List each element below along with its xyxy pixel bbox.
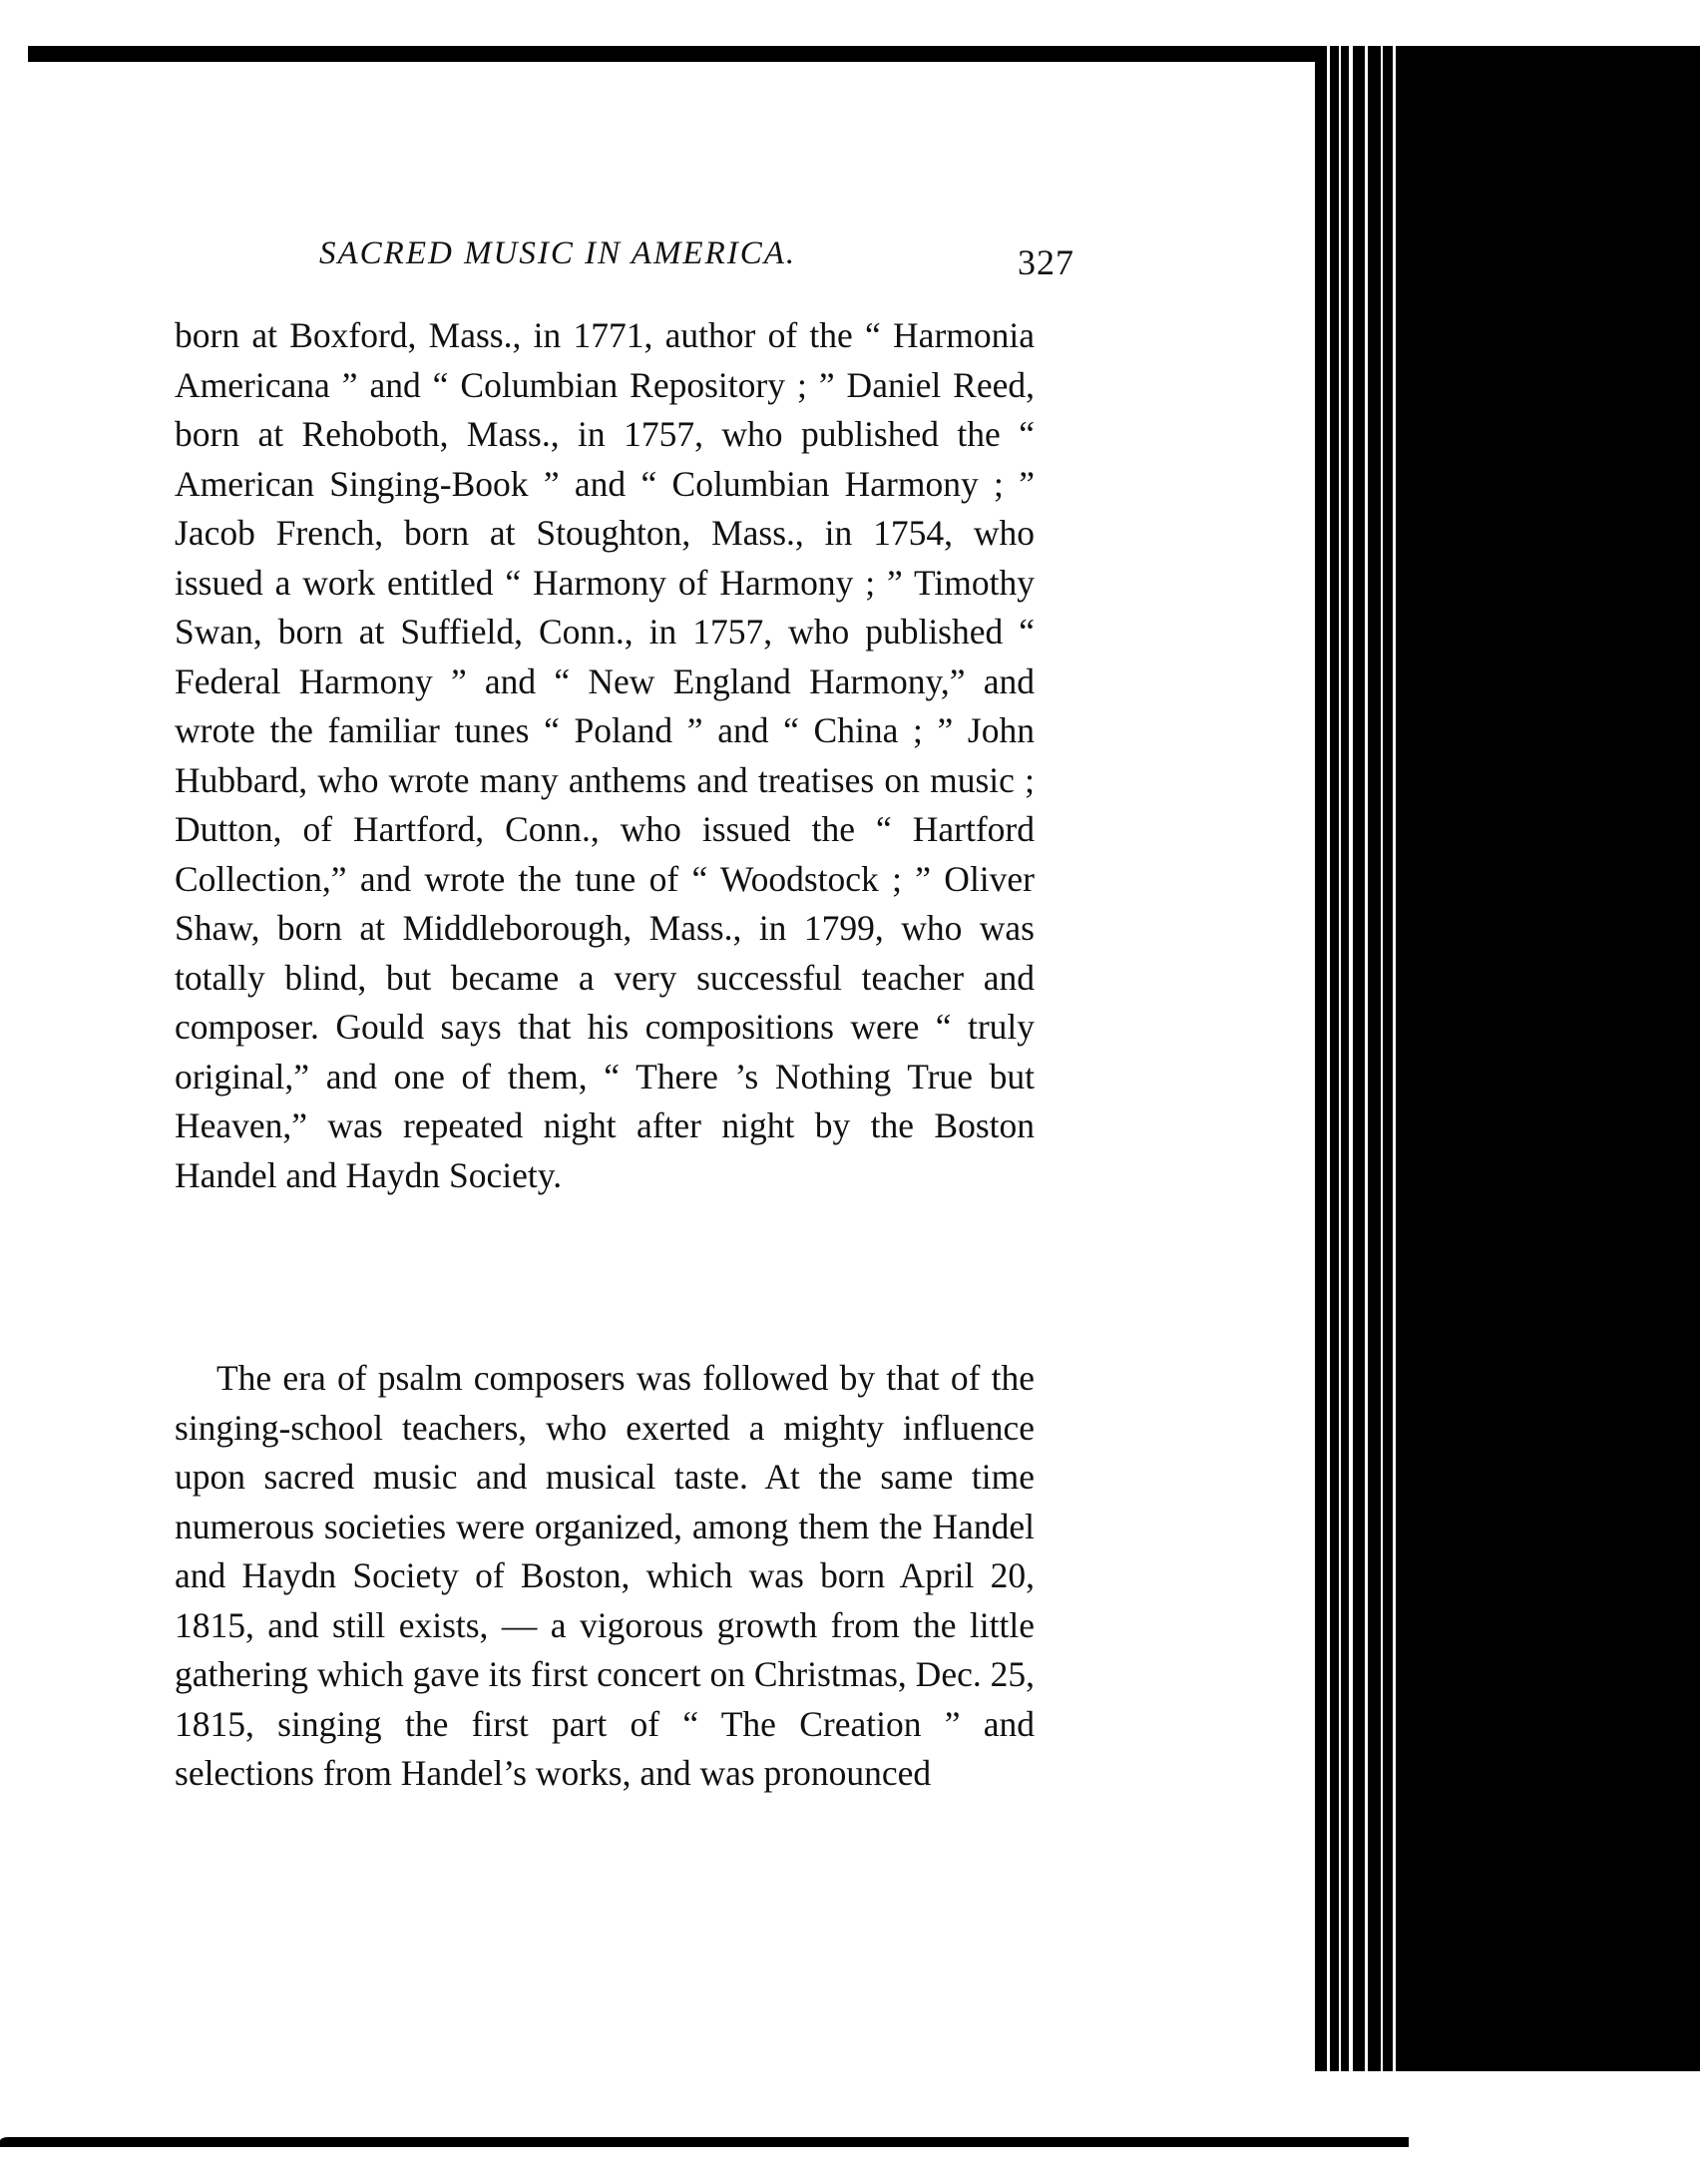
page-header [319, 235, 1077, 285]
body-paragraph [175, 311, 1035, 1200]
running-title: SACRED MUSIC IN AMERICA. [319, 235, 797, 271]
scan-border-top [28, 46, 1405, 62]
binding-highlight [1381, 46, 1383, 2071]
scan-border-bottom [0, 2137, 1409, 2147]
binding-highlight [1349, 46, 1353, 2071]
body-paragraph [175, 1354, 1035, 1799]
paragraph-text: The era of psalm composers was followed by that of the singing-school teachers, who exerted a mighty influence upon sacred music and musical taste. At the same time numerous societies were organized, among them the Handel and Haydn Society of Boston, which was born April 20, 1815, and still exists, — a vigorous growth from the little gathering which gave its first concert on Christmas, Dec. 25, 1815, singing the first part of “ The Creation ” and selections from Handel’s works, and was pronounced [175, 1358, 1035, 1793]
paragraph-text: born at Boxford, Mass., in 1771, author of the “ Harmonia Americana ” and “ Columbian Repository ; ” Daniel Reed, born at Rehoboth, Mass., in 1757, who published the “ American Singing-Book ” and “ Columbian Harmony ; ” Jacob French, born at Stoughton, Mass., in 1754, who issued a work entitled “ Harmony of Harmony ; ” Timothy Swan, born at Suffield, Conn., in 1757, who published “ Federal Harmony ” and “ New England Harmony,” and wrote the familiar tunes “ Poland ” and “ China ; ” John Hubbard, who wrote many anthems and treatises on music ; Dutton, of Hartford, Conn., who issued the “ Hartford Collection,” and wrote the tune of “ Woodstock ; ” Oliver Shaw, born at Middleborough, Mass., in 1799, who was totally blind, but became a very successful teacher and composer. Gould says that his compositions were “ truly original,” and one of them, “ There ’s Nothing True but Heaven,” was repeated night after night by the Boston Handel and Haydn Society. [175, 315, 1035, 1195]
binding-highlight [1339, 46, 1341, 2071]
binding-highlight [1327, 46, 1330, 2071]
binding-highlight [1365, 46, 1368, 2071]
book-binding-edge [1315, 46, 1700, 2071]
binding-highlight [1393, 46, 1396, 2071]
page-number: 327 [1018, 242, 1074, 282]
